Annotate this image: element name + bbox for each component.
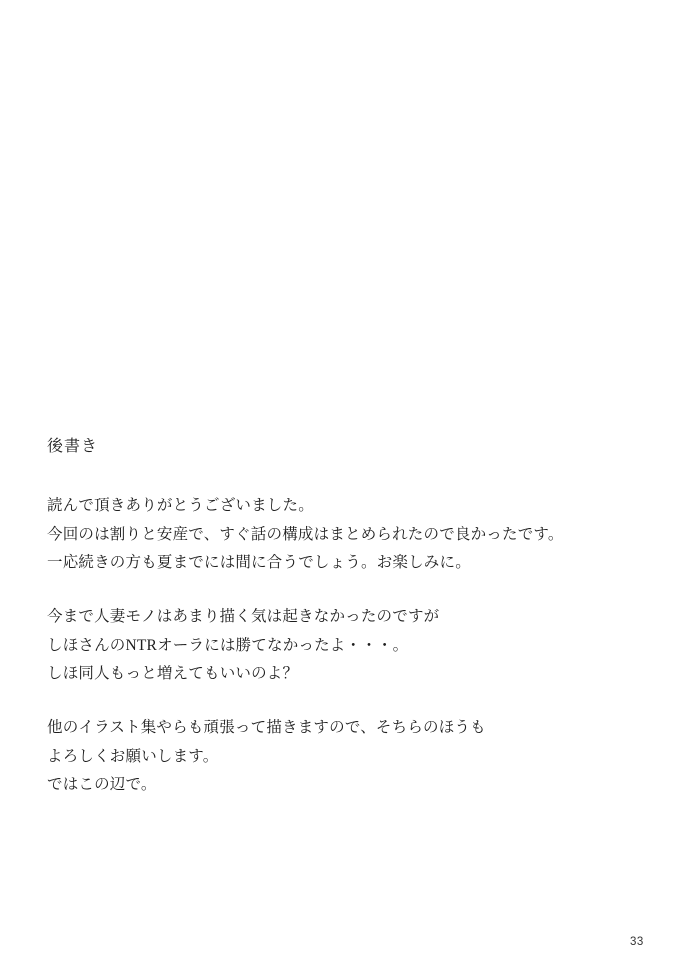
paragraph-line: しほさんのNTRオーラには勝てなかったよ・・・。 bbox=[47, 636, 409, 654]
paragraph-line: ではこの辺で。 bbox=[47, 776, 157, 793]
afterword-heading: 後書き bbox=[47, 438, 99, 455]
paragraph-line: よろしくお願いします。 bbox=[47, 747, 219, 765]
afterword-paragraph-1 bbox=[47, 492, 564, 578]
paragraph-line: 今回のは割りと安産で、すぐ話の構成はまとめられたので良かったです。 bbox=[47, 525, 564, 543]
paragraph-line: 読んで頂きありがとうございました。 bbox=[47, 497, 314, 514]
afterword-paragraph-2 bbox=[47, 603, 439, 689]
page-number: 33 bbox=[630, 936, 644, 948]
paragraph-line: 一応続きの方も夏までには間に合うでしょう。お楽しみに。 bbox=[47, 554, 471, 571]
paragraph-line: 他のイラスト集やらも頑張って描きますので、そちらのほうも bbox=[47, 719, 486, 736]
paragraph-line: 今まで人妻モノはあまり描く気は起きなかったのですが bbox=[47, 608, 440, 625]
paragraph-line: しほ同人もっと増えてもいいのよ？ bbox=[47, 665, 299, 682]
afterword-paragraph-3 bbox=[47, 714, 486, 800]
